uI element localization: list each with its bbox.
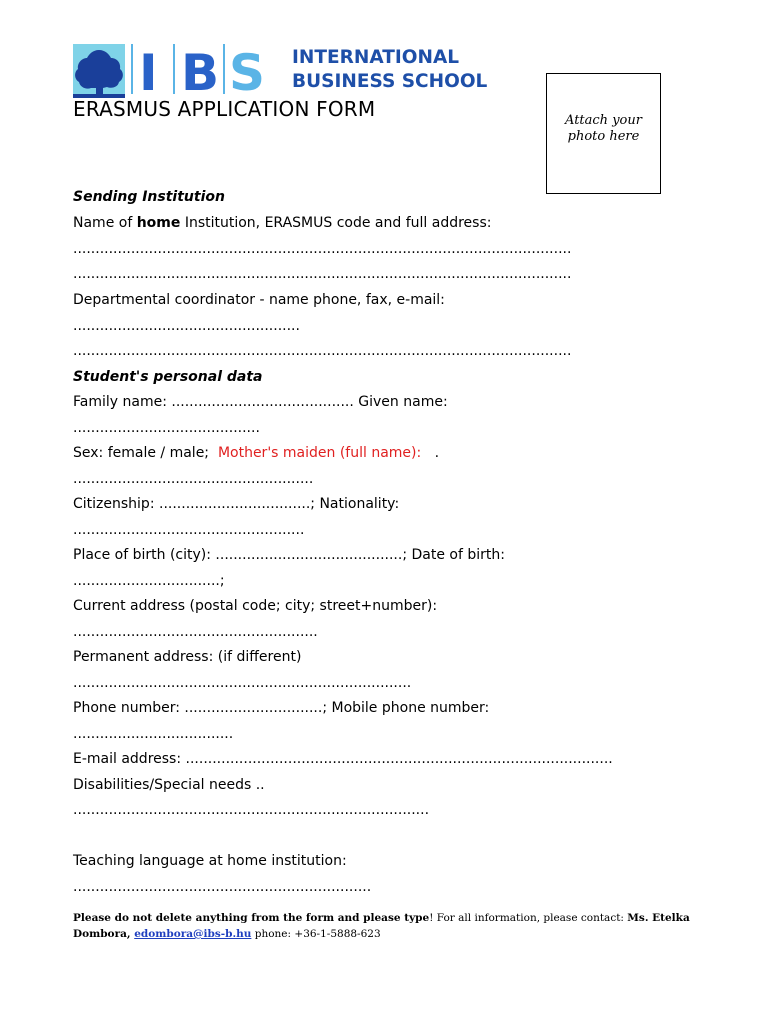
mother-maiden-field[interactable]: ......................................................	[73, 471, 314, 487]
footer-note: Please do not delete anything from the form and please type! For all information, please contact: Ms. Etelka Dombora, edombora@ibs-b.hu phone: +36-1-5888-623	[73, 912, 690, 940]
logo-letter-s: S	[229, 44, 266, 100]
disabilities-label: Disabilities/Special needs ..	[73, 777, 265, 793]
home-institution-field-1[interactable]: ................................................................................................................	[73, 241, 572, 257]
coordinator-label: Departmental coordinator - name phone, fax, e-mail:	[73, 292, 445, 308]
contact-email-link[interactable]: edombora@ibs-b.hu	[134, 928, 252, 940]
phone-field[interactable]: Phone number: ...............................; Mobile phone number:	[73, 700, 490, 716]
form-title: ERASMUS APPLICATION FORM	[73, 97, 376, 121]
logo-letter-i: I	[139, 44, 158, 100]
home-institution-label: Name of home Institution, ERASMUS code and full address:	[73, 215, 492, 231]
school-name	[292, 46, 487, 94]
school-name-line1: INTERNATIONAL	[292, 47, 460, 68]
logo-letter-b: B	[181, 44, 220, 100]
mobile-phone-field[interactable]: ....................................	[73, 726, 234, 742]
sex-field[interactable]: Sex: female / male;	[73, 445, 210, 461]
photo-attach-box[interactable]	[546, 73, 661, 194]
home-institution-field-2[interactable]: ................................................................................................................	[73, 266, 572, 282]
email-field[interactable]: E-mail address: ................................................................................................	[73, 751, 613, 767]
birth-place-field[interactable]: Place of birth (city): ..........................................; Date of birth:	[73, 547, 505, 563]
personal-data-heading: Student's personal data	[73, 369, 263, 385]
permanent-address-label: Permanent address: (if different)	[73, 649, 302, 665]
school-name-line2: BUSINESS SCHOOL	[292, 71, 488, 92]
coordinator-field-1[interactable]: ...................................................	[73, 318, 300, 334]
ibs-letters	[131, 44, 265, 100]
tree-icon	[73, 44, 125, 98]
permanent-address-field[interactable]: ............................................................................	[73, 675, 412, 691]
disabilities-field[interactable]: ................................................................................	[73, 802, 430, 818]
citizenship-field[interactable]: Citizenship: ..................................; Nationality:	[73, 496, 400, 512]
photo-box-line1: Attach your	[565, 113, 642, 128]
teaching-language-field[interactable]: ...................................................................	[73, 879, 372, 895]
coordinator-field-2[interactable]: ................................................................................................................	[73, 343, 572, 359]
sex-mother-row[interactable]: Sex: female / male; Mother's maiden (full name): .	[73, 445, 440, 461]
birth-date-field[interactable]: .................................;	[73, 573, 225, 589]
current-address-field[interactable]: .......................................................	[73, 624, 318, 640]
teaching-language-label: Teaching language at home institution:	[73, 853, 347, 869]
sending-institution-heading: Sending Institution	[73, 189, 225, 205]
current-address-label: Current address (postal code; city; street+number):	[73, 598, 438, 614]
family-name-field[interactable]: Family name: ......................................... Given name:	[73, 394, 448, 410]
mother-maiden-label: Mother's maiden (full name):	[217, 445, 422, 461]
nationality-field[interactable]: ....................................................	[73, 522, 305, 538]
photo-box-line2: photo here	[567, 129, 640, 144]
given-name-field[interactable]: ..........................................	[73, 420, 260, 436]
